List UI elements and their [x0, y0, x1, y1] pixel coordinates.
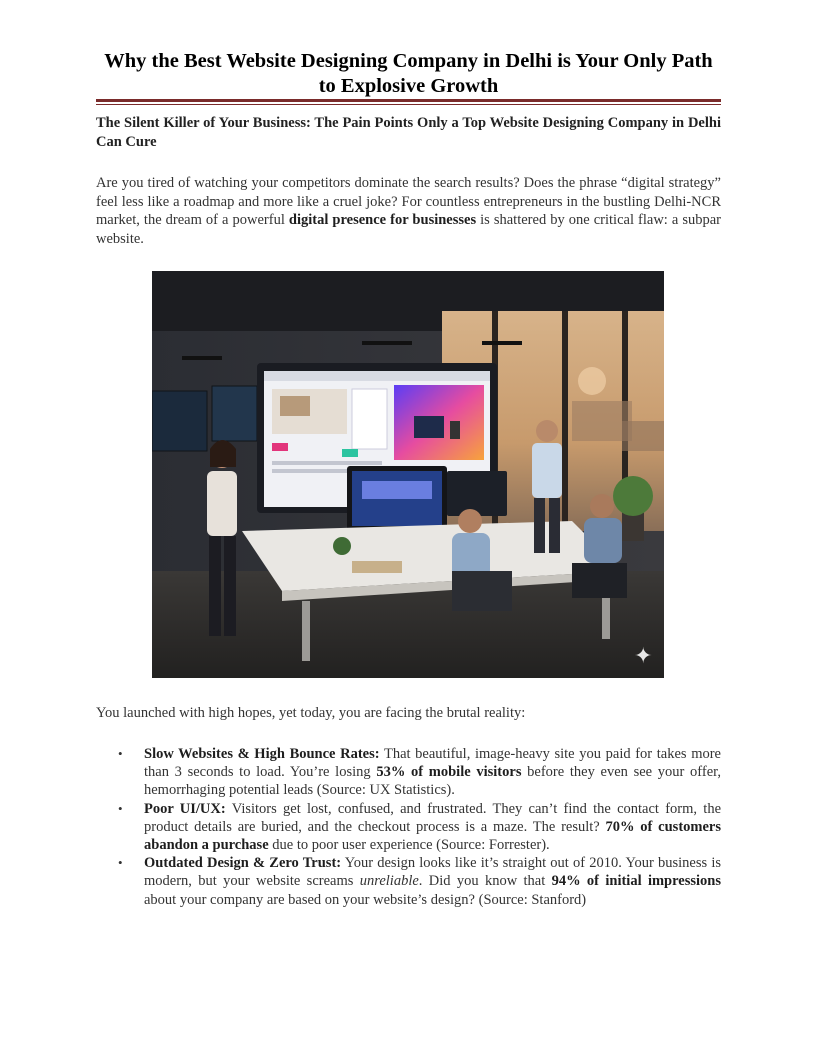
- list-item-stat: 53% of mobile visitors: [376, 764, 522, 781]
- title-divider: [96, 99, 721, 102]
- bullet-icon: •: [118, 855, 123, 871]
- list-item-text: . Did you know that: [418, 873, 552, 890]
- page-title: Why the Best Website Designing Company in Delhi is Your Only Path to Explosive Growth: [104, 50, 713, 97]
- list-item: [96, 854, 721, 909]
- bullet-icon: •: [118, 746, 123, 761]
- list-item-stat: 70% of customers abandon a purchase: [144, 818, 721, 854]
- intro-text-2: is shattered by one critical flaw: a subpar website.: [96, 212, 721, 247]
- list-item-stat: 94% of initial impressions: [551, 873, 722, 890]
- office-scene-image: [152, 271, 664, 678]
- lead-sentence: You launched with high hopes, yet today, you are facing the brutal reality:: [96, 705, 526, 721]
- list-item-emphasis: unreliable: [359, 873, 419, 890]
- list-item: [96, 800, 721, 855]
- list-item-text: Your design looks like it’s straight out of 2010. Your business is modern, but your website screams: [144, 855, 721, 890]
- list-item-text: That beautiful, image-heavy site you paid for takes more than 3 seconds to load. You’re losing: [144, 746, 721, 781]
- office-illustration: [152, 271, 664, 678]
- list-item-text: due to poor user experience (Source: Forrester).: [268, 837, 550, 854]
- list-item: [96, 745, 721, 800]
- list-item-term: Outdated Design & Zero Trust:: [144, 855, 342, 872]
- list-item-text: Visitors get lost, confused, and frustrated. They can’t find the contact form, the product details are buried, and the checkout process is a maze. The result?: [144, 800, 722, 835]
- list-item-term: Slow Websites & High Bounce Rates:: [144, 746, 380, 762]
- bullet-icon: •: [118, 800, 123, 816]
- section-heading: The Silent Killer of Your Business: The Pain Points Only a Top Website Designing Company in Delhi Can Cure: [96, 115, 721, 150]
- intro-text-1: Are you tired of watching your competitors dominate the search results? Does the phrase “digital strategy” feel less like a roadmap and more like a cruel joke? For countless entrepreneurs in the bustling Delhi-NCR market, the dream of a powerful: [96, 175, 721, 228]
- intro-paragraph: [96, 174, 721, 248]
- list-item-text: about your company are based on your website’s design? (Source: Stanford): [144, 891, 587, 908]
- list-item-term: Poor UI/UX:: [144, 800, 226, 817]
- title-divider-thin: [96, 104, 721, 105]
- pain-points-list: [96, 745, 721, 909]
- intro-bold: digital presence for businesses: [288, 212, 477, 228]
- list-item-text: before they even see your offer, hemorrhaging potential leads (Source: UX Statistics).: [144, 764, 721, 799]
- sparkle-watermark-icon: ✦: [634, 644, 653, 669]
